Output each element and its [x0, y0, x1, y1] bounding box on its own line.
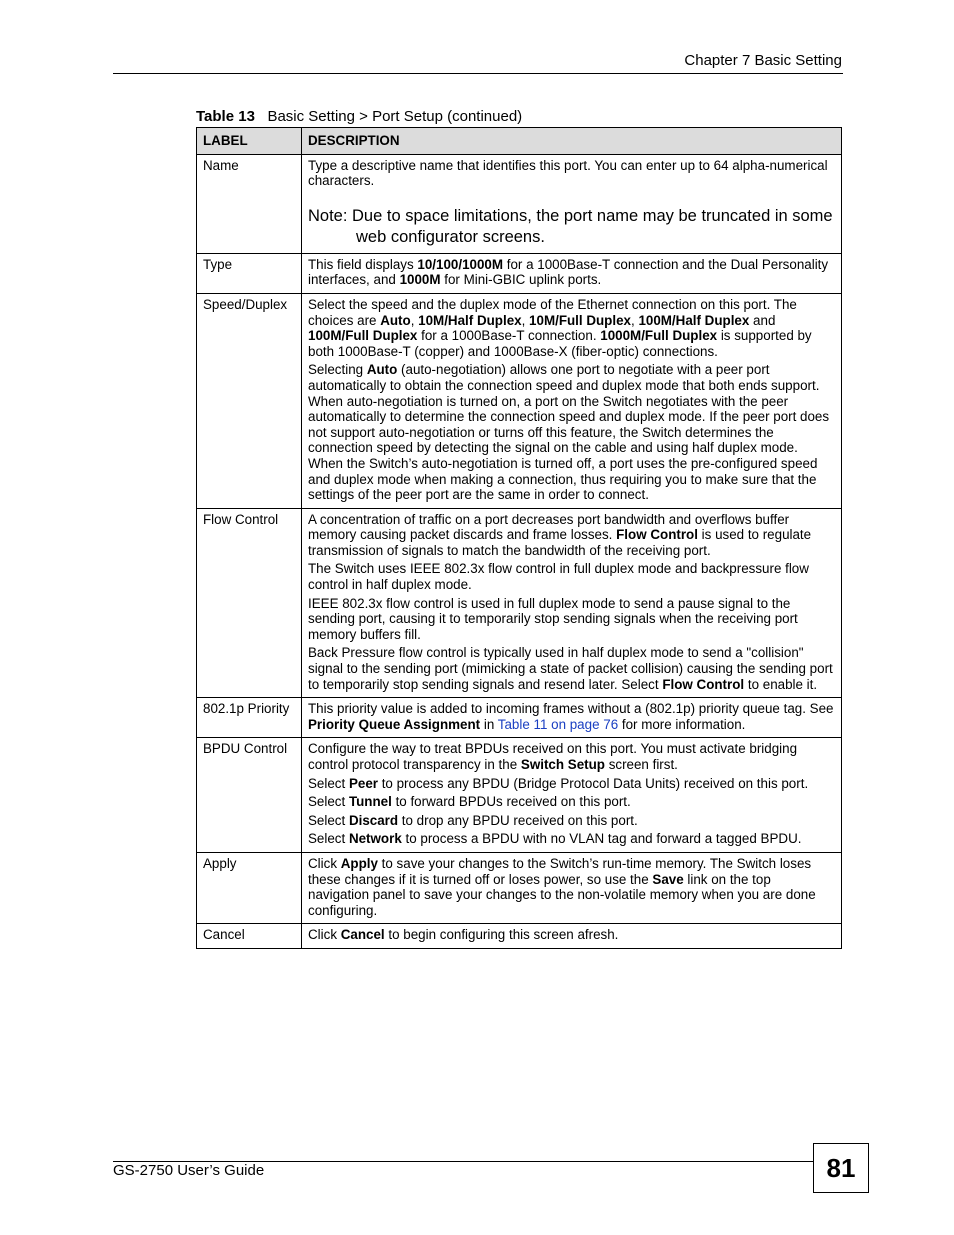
bold-term: Discard [348, 812, 399, 828]
guide-title: GS-2750 User’s Guide [113, 1162, 265, 1179]
bold-term: 10/100/1000M [417, 256, 504, 272]
text-run: and [749, 312, 776, 328]
bold-term: 1000M [399, 272, 441, 288]
description-paragraph [308, 776, 835, 792]
bold-term: 10M/Half Duplex [418, 312, 522, 328]
chapter-header: Chapter 7 Basic Setting [684, 52, 842, 69]
description-paragraph [308, 512, 835, 559]
bold-term: Apply [340, 855, 378, 871]
text-run: Select [308, 794, 349, 810]
text-run: in [480, 716, 498, 732]
row-label: Speed/Duplex [197, 293, 302, 508]
text-run: Select [308, 812, 349, 828]
header-rule [113, 73, 843, 74]
bold-term: Priority Queue Assignment [308, 716, 481, 732]
text-run: for a 1000Base-T connection and the Dual Personality interfaces, and [308, 256, 829, 288]
row-label: Flow Control [197, 508, 302, 698]
port-setup-table [196, 127, 842, 949]
text-run: to save your changes to the Switch’s run-time memory. The Switch loses these changes if it is turned off or loses power, so use the [308, 855, 812, 887]
text-run: Select [308, 775, 349, 791]
bold-term: Tunnel [348, 794, 392, 810]
row-label: Cancel [197, 924, 302, 949]
text-run: to begin configuring this screen afresh. [384, 927, 619, 943]
text-run: Back Pressure flow control is typically used in half duplex mode to send a "collision" signal to the sending port (mimicking a state of packet collision) causing the sending port to temporarily stop sending signals and resend later. Select [308, 645, 833, 692]
table-header-row [197, 128, 842, 155]
text-run: Selecting [308, 362, 367, 378]
description-paragraph [308, 813, 835, 829]
table-title: Basic Setting > Port Setup (continued) [267, 108, 523, 125]
text-run: is supported by both 1000Base-T (copper) and 1000Base-X (fiber-optic) connections. [308, 328, 812, 359]
row-description [302, 924, 842, 949]
text-run: IEEE 802.3x flow control is used in full duplex mode to send a pause signal to the sending port, causing it to temporarily stop sending signals when the receiving port memory buffers fill. [308, 595, 798, 642]
text-run: to forward BPDUs received on this port. [391, 794, 631, 810]
cross-reference-link[interactable]: Table 11 on page 76 [497, 716, 619, 732]
table-row [197, 508, 842, 698]
text-run: to enable it. [744, 676, 818, 692]
page-number: 81 [813, 1143, 869, 1193]
bold-term: Auto [366, 362, 398, 378]
row-description [302, 698, 842, 738]
table-row [197, 738, 842, 853]
bold-term: Switch Setup [520, 757, 605, 772]
text-run: screen first. [604, 757, 678, 772]
text-run: Click [308, 855, 341, 871]
table-row [197, 154, 842, 253]
row-description [302, 738, 842, 853]
row-description [302, 253, 842, 293]
bold-term: 10M/Full Duplex [529, 312, 631, 328]
text-run: to process a BPDU with no VLAN tag and forward a tagged BPDU. [401, 831, 802, 847]
description-paragraph [308, 257, 835, 288]
table-caption [196, 108, 522, 125]
description-paragraph [308, 856, 835, 918]
description-paragraph [308, 831, 835, 847]
table-row [197, 698, 842, 738]
bold-term: 100M/Full Duplex [308, 328, 418, 344]
row-label: Type [197, 253, 302, 293]
bold-term: Network [348, 831, 402, 847]
text-run: is used to regulate transmission of signals to match the bandwidth of the receiving port. [308, 527, 812, 558]
description-paragraph [308, 158, 835, 189]
text-run: for Mini-GBIC uplink ports. [440, 272, 602, 288]
bold-term: Peer [348, 775, 378, 791]
text-run: for more information. [618, 716, 746, 732]
description-paragraph [308, 362, 835, 502]
row-label: BPDU Control [197, 738, 302, 853]
text-run: link on the top navigation panel to save your changes to the non-volatile memory when you are done configuring. [308, 871, 816, 918]
table-body [197, 154, 842, 948]
text-run: Click [308, 927, 341, 943]
table-row [197, 253, 842, 293]
text-run: , [630, 312, 639, 328]
header-description: DESCRIPTION [302, 128, 842, 155]
row-description [302, 852, 842, 923]
description-paragraph [308, 794, 835, 810]
bold-term: Cancel [340, 927, 385, 943]
description-paragraph [308, 927, 835, 943]
text-run: , [410, 312, 419, 328]
note: Note: Due to space limitations, the port name may be truncated in some web configurator screens. [308, 206, 833, 246]
table-row [197, 924, 842, 949]
text-run: Configure the way to treat BPDUs received on this port. You must activate bridging control protocol transparency in the [308, 741, 798, 772]
row-description [302, 293, 842, 508]
text-run: (auto-negotiation) allows one port to negotiate with a peer port automatically to obtain the connection speed and duplex mode that both ends support. When auto-negotiation is turned on, a port on the Switch negotiates with the peer automatically to determine the connection speed and duplex mode. If the peer port does not support auto-negotiation or turns off this feature, the Switch determines the connection speed by detecting the signal on the cable and using half duplex mode. When the Switch’s auto-negotiation is turned off, a port uses the pre-configured speed and duplex mode when making a connection, thus requiring you to make sure that the settings of the peer port are the same in order to connect. [308, 362, 830, 503]
description-paragraph [308, 297, 835, 359]
description-paragraph [308, 741, 835, 772]
row-label: Apply [197, 852, 302, 923]
text-run: This priority value is added to incoming frames without a (802.1p) priority queue tag. See [308, 701, 834, 717]
bold-term: Save [652, 871, 684, 887]
bold-term: Flow Control [616, 527, 698, 543]
text-run: The Switch uses IEEE 802.3x flow control in full duplex mode and backpressure flow control in half duplex mode. [308, 561, 809, 593]
text-run: to drop any BPDU received on this port. [398, 812, 638, 828]
row-label: 802.1p Priority [197, 698, 302, 738]
row-description [302, 508, 842, 698]
bold-term: Flow Control [662, 676, 745, 692]
text-run: Select the speed and the duplex mode of the Ethernet connection on this port. The choices are [308, 296, 797, 328]
table-row [197, 293, 842, 508]
bold-term: 100M/Half Duplex [638, 312, 750, 328]
row-label: Name [197, 154, 302, 253]
row-description [302, 154, 842, 253]
text-run: Select [308, 831, 349, 847]
text-run: for a 1000Base-T connection. [417, 328, 601, 344]
description-paragraph [308, 701, 835, 732]
table-number: Table 13 [196, 108, 255, 125]
bold-term: 1000M/Full Duplex [600, 328, 718, 344]
description-paragraph [308, 596, 835, 643]
header-label: LABEL [197, 128, 302, 155]
table-row [197, 852, 842, 923]
description-paragraph [308, 561, 835, 592]
description-paragraph [308, 645, 835, 692]
text-run: A concentration of traffic on a port decreases port bandwidth and overflows buffer memory causing packet discards and frame losses. [308, 511, 790, 543]
text-run: to process any BPDU (Bridge Protocol Data Units) received on this port. [377, 775, 809, 791]
text-run: , [521, 312, 530, 328]
text-run: This field displays [308, 256, 418, 272]
bold-term: Auto [380, 312, 411, 328]
text-run: Type a descriptive name that identifies this port. You can enter up to 64 alpha-numerical characters. [308, 157, 828, 189]
